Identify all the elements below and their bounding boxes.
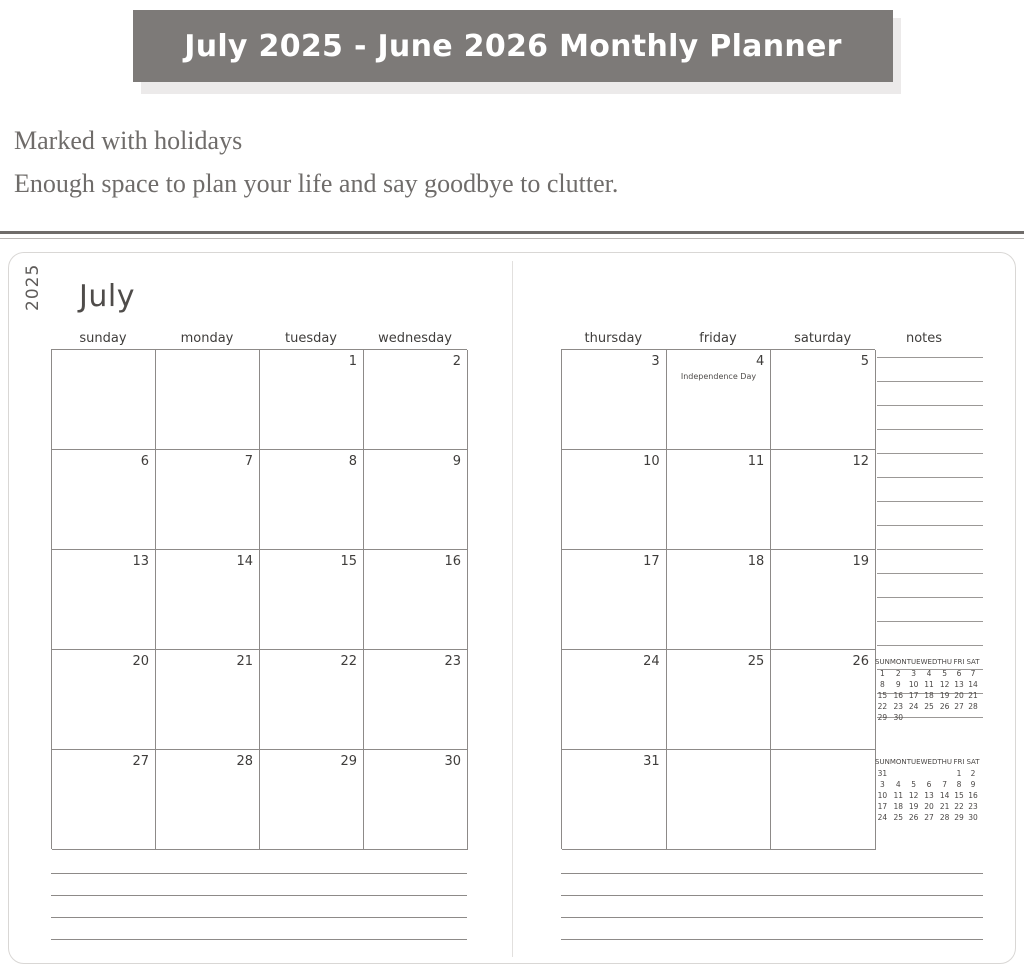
day-cell[interactable] [667,350,772,450]
day-cell[interactable] [52,450,156,550]
day-cell[interactable] [667,450,772,550]
mini-day-cell: 25 [893,813,903,822]
mini-day-header: MON [889,658,907,666]
mini-day-header: THU [937,758,953,766]
day-number: 1 [348,354,357,369]
mini-day-cell: 23 [893,702,903,711]
day-cell[interactable] [52,750,156,850]
note-line [877,645,983,646]
dayname-thursday: thursday [584,331,643,346]
day-cell[interactable] [260,550,364,650]
day-number: 17 [643,554,660,569]
subtitle-line-2: Enough space to plan your life and say goodbye to clutter. [14,168,619,198]
day-cell[interactable] [52,650,156,750]
mini-day-header: SUN [875,658,890,666]
day-number: 26 [852,654,869,669]
mini-calendar-june-2025 [875,657,980,723]
mini-day-cell: 5 [942,669,948,678]
header-banner [133,10,893,86]
day-cell[interactable] [562,550,667,650]
day-cell[interactable] [260,350,364,450]
mini-day-cell: 17 [877,802,888,811]
mini-day-cell: 13 [924,791,934,800]
mini-day-cell: 29 [877,713,888,722]
mini-day-header: SAT [966,758,980,766]
mini-day-cell: 24 [908,702,919,711]
note-line [877,453,983,454]
mini-day-cell: 28 [968,702,978,711]
mini-day-cell: 2 [970,769,976,778]
day-number: 19 [852,554,869,569]
mini-day-cell: 1 [880,669,885,678]
mini-day-cell: 30 [968,813,978,822]
day-cell[interactable] [260,650,364,750]
day-cell[interactable] [364,450,468,550]
mini-day-cell: 23 [968,802,978,811]
note-line [877,525,983,526]
mini-day-cell: 13 [954,680,964,689]
day-number: 18 [747,554,765,569]
note-line [877,477,983,478]
dayname-sunday: sunday [79,331,127,346]
day-cell[interactable] [156,650,260,750]
day-cell[interactable] [364,750,468,850]
mini-day-cell [937,712,952,723]
mini-day-cell: 8 [956,780,962,789]
mini-day-cell: 11 [924,680,934,689]
mini-day-cell: 25 [924,702,934,711]
mini-day-header: THU [937,658,953,666]
day-cell[interactable] [156,350,260,450]
day-number: 22 [340,654,357,669]
planner-spread [8,252,1016,964]
mini-day-header: FRI [953,758,965,766]
mini-day-cell: 4 [926,669,932,678]
mini-day-header: MON [889,758,907,766]
mini-day-cell: 16 [893,691,903,700]
mini-day-cell: 8 [880,680,885,689]
day-number: 13 [132,554,149,569]
mini-day-header: SAT [966,658,980,666]
mini-day-cell: 21 [968,691,978,700]
mini-day-cell: 3 [911,669,916,678]
bottom-ruled-line-left [51,917,467,918]
day-cell[interactable] [771,650,876,750]
notes-header: notes [905,331,943,346]
day-number: 11 [747,454,765,469]
mini-day-cell: 19 [939,691,950,700]
mini-day-cell: 26 [939,702,950,711]
day-cell[interactable] [156,550,260,650]
note-line [877,621,983,622]
day-cell[interactable] [260,750,364,850]
day-cell[interactable] [771,750,876,850]
subtitle-line-1: Marked with holidays [14,126,243,155]
mini-day-cell: 26 [908,813,919,822]
mini-calendar-august-2025 [875,757,980,823]
day-number: 31 [643,754,660,769]
mini-day-cell: 12 [939,680,950,689]
dayname-wednesday: wednesday [378,331,452,346]
mini-day-cell: 9 [970,780,976,789]
day-number: 15 [340,554,357,569]
day-number: 8 [348,454,357,469]
mini-day-cell: 19 [908,802,919,811]
day-number: 25 [747,654,765,669]
mini-day-cell: 5 [911,780,916,789]
day-cell[interactable] [667,650,772,750]
note-line [877,429,983,430]
subtitle-block [14,120,1004,206]
mini-day-header: WED [920,758,938,766]
day-number: 7 [244,454,253,469]
mini-day-cell: 22 [954,802,964,811]
day-number: 16 [444,554,461,569]
mini-day-cell: 15 [954,791,964,800]
bottom-ruled-line-left [51,939,467,940]
mini-day-header: TUE [906,758,921,766]
note-line [877,357,983,358]
mini-day-cell [921,768,938,779]
holiday-label: Independence Day [680,372,757,381]
bottom-ruled-line-left [51,895,467,896]
mini-day-cell: 24 [877,813,888,822]
mini-day-cell: 6 [956,669,962,678]
mini-day-cell: 15 [877,691,888,700]
day-number: 27 [132,754,149,769]
day-number: 12 [852,454,869,469]
mini-day-cell [907,712,921,723]
note-line [877,405,983,406]
bottom-ruled-line-right [561,917,983,918]
mini-day-cell: 31 [877,769,888,778]
mini-day-cell: 27 [924,813,934,822]
day-number: 24 [643,654,660,669]
day-number: 30 [444,754,461,769]
day-number: 3 [651,354,660,369]
day-number: 2 [452,354,461,369]
day-cell[interactable] [156,750,260,850]
day-cell[interactable] [364,350,468,450]
mini-day-cell: 18 [893,802,903,811]
mini-day-cell: 28 [939,813,950,822]
day-number: 20 [132,654,149,669]
day-number: 29 [340,754,357,769]
year-label [23,263,63,333]
page-title: July 2025 - June 2026 Monthly Planner [184,28,842,64]
day-number: 10 [643,454,660,469]
mini-day-cell: 7 [970,669,976,678]
mini-day-cell: 30 [893,713,903,722]
mini-day-cell [921,712,938,723]
divider-thin [0,238,1024,239]
mini-day-cell: 9 [895,680,901,689]
mini-day-cell: 11 [893,791,903,800]
mini-day-cell: 20 [924,802,934,811]
bottom-ruled-line-right [561,939,983,940]
mini-day-cell: 4 [895,780,901,789]
day-number: 9 [452,454,461,469]
mini-day-cell: 18 [924,691,934,700]
bottom-ruled-line-left [51,873,467,874]
day-cell[interactable] [771,550,876,650]
day-cell[interactable] [771,350,876,450]
day-number: 5 [860,354,869,369]
day-cell[interactable] [667,550,772,650]
mini-day-cell: 14 [968,680,978,689]
mini-day-cell: 14 [939,791,950,800]
day-number: 6 [140,454,149,469]
mini-day-cell [952,712,966,723]
note-line [877,381,983,382]
divider-thick [0,231,1024,234]
day-number: 21 [236,654,253,669]
mini-day-cell: 22 [877,702,888,711]
note-line [877,573,983,574]
day-number: 28 [236,754,253,769]
mini-day-header: SUN [875,758,890,766]
mini-day-header: TUE [906,658,921,666]
day-cell[interactable] [667,750,772,850]
bottom-ruled-line-right [561,873,983,874]
note-line [877,597,983,598]
note-line [877,549,983,550]
day-cell[interactable] [364,650,468,750]
mini-day-cell: 21 [939,802,950,811]
dayname-monday: monday [180,331,234,346]
mini-day-cell: 10 [908,680,919,689]
day-number: 4 [756,354,765,369]
right-grid-body [561,349,875,849]
mini-day-header: FRI [953,658,965,666]
day-cell[interactable] [562,650,667,750]
day-cell[interactable] [52,550,156,650]
mini-day-cell: 16 [968,791,978,800]
day-cell[interactable] [562,350,667,450]
year-text: 2025 [23,263,43,311]
mini-day-cell: 2 [895,669,901,678]
day-number: 14 [236,554,253,569]
dayname-tuesday: tuesday [284,331,338,346]
day-cell[interactable] [52,350,156,450]
bottom-ruled-line-right [561,895,983,896]
month-label: July [79,279,135,314]
day-cell[interactable] [260,450,364,550]
mini-day-cell [890,768,907,779]
day-cell[interactable] [364,550,468,650]
mini-day-cell: 27 [954,702,964,711]
left-grid-body [51,349,467,849]
mini-day-cell [937,768,952,779]
mini-day-cell: 3 [880,780,885,789]
dayname-saturday: saturday [794,331,852,346]
mini-day-cell: 20 [954,691,964,700]
mini-day-cell: 10 [877,791,888,800]
mini-day-cell: 12 [908,791,919,800]
note-line [877,501,983,502]
day-cell[interactable] [562,450,667,550]
day-cell[interactable] [771,450,876,550]
mini-day-cell [966,712,980,723]
dayname-friday: friday [699,331,737,346]
day-cell[interactable] [562,750,667,850]
day-number: 23 [444,654,461,669]
banner-box [133,10,893,82]
mini-day-cell: 29 [954,813,964,822]
day-cell[interactable] [156,450,260,550]
spread-spine [512,261,513,957]
mini-day-cell: 17 [908,691,919,700]
mini-day-cell: 7 [942,780,948,789]
mini-day-header: WED [920,658,938,666]
mini-day-cell: 6 [926,780,932,789]
mini-day-cell [907,768,921,779]
mini-day-cell: 1 [956,769,962,778]
